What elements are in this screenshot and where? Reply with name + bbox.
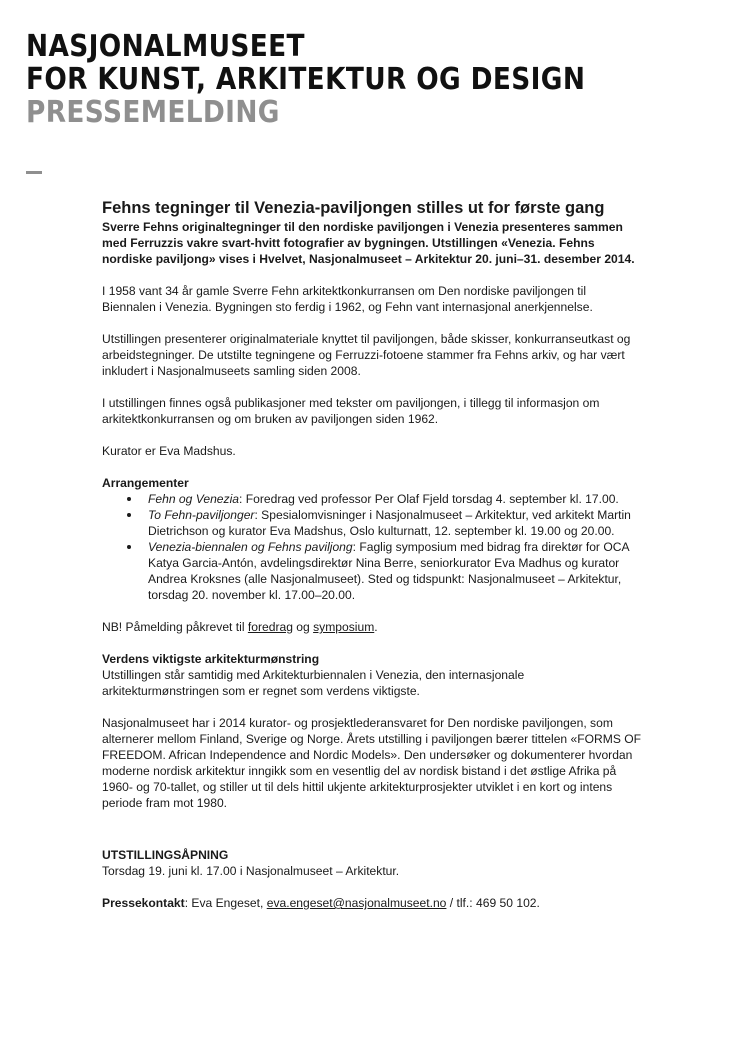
registration-mid: og [292,620,314,634]
paragraph-publications: I utstillingen finnes også publikasjoner med tekster om paviljongen, i tillegg til informasjon om arkitektkonkurransen og om bruken av paviljongen siden 1962. [102,396,600,426]
press-contact [102,895,642,911]
list-item [148,507,642,539]
registration-prefix: NB! Påmelding påkrevet til [102,620,248,634]
event-title: Fehn og Venezia [148,492,239,506]
museum-name: NASJONALMUSEET [26,29,305,64]
museum-subtitle: FOR KUNST, ARKITEKTUR OG DESIGN [26,62,586,97]
registration-suffix: . [374,620,378,634]
list-item [148,539,642,603]
press-contact-label: Pressekontakt [102,896,185,910]
press-release-label: PRESSEMELDING [26,95,280,130]
opening-text: Torsdag 19. juni kl. 17.00 i Nasjonalmuseet – Arkitektur. [102,864,400,878]
event-title: To Fehn-paviljonger [148,508,255,522]
header [26,30,662,129]
article-body [102,199,642,911]
paragraph-nordic-pavilion: Nasjonalmuseet har i 2014 kurator- og prosjektlederansvaret for Den nordiske paviljongen, som alternerer mellom Finland, Sverige og Norge. Årets utstilling i paviljongen bærer tittelen «FORMS OF FREEDOM. African Independence and Nordic Models». Den undersøker og dokumenterer hvordan moderne nordisk arkitektur inngikk som en vesentlig del av nordisk bistand i det østlige Afrika på 1960- og 70-tallet, og stiller ut til dels hittil ukjente arkitekturprosjekter utviklet i en kort og intens periode fram mot 1980. [102,716,642,810]
symposium-link[interactable]: symposium [313,620,375,634]
paragraph-exhibition: Utstillingen presenterer originalmateriale knyttet til paviljongen, både skisser, konkurranseutkast og arbeidstegninger. De utstilte tegningene og Ferruzzi-fotoene stammer fra Fehns arkiv, og har vært inkludert i Nasjonalmuseets samling siden 2008. [102,332,631,378]
registration-note [102,619,642,635]
article-title: Fehns tegninger til Venezia-paviljongen stilles ut for første gang [102,199,605,217]
biennale-text: Utstillingen står samtidig med Arkitekturbiennalen i Venezia, den internasjonale arkitekturmønstringen som er regnet som verdens viktigste. [102,668,525,698]
event-title: Venezia-biennalen og Fehns paviljong [148,540,353,554]
paragraph-curator: Kurator er Eva Madshus. [102,444,236,458]
press-contact-phone: / tlf.: 469 50 102. [446,896,540,910]
divider-dash [26,171,42,174]
event-text: : Spesialomvisninger i Nasjonalmuseet – Arkitektur, ved arkitekt Martin Dietrichson og kurator Eva Madshus, Oslo kulturnatt, 12. september kl. 19.00 og 20.00. [148,508,631,538]
article-lead: Sverre Fehns originaltegninger til den nordiske paviljongen i Venezia presenteres sammen med Ferruzzis vakre svart-hvitt fotografier av bygningen. Utstillingen «Venezia. Fehns nordiske paviljong» vises i Hvelvet, Nasjonalmuseet – Arkitektur 20. juni–31. desember 2014. [102,220,635,266]
opening-heading: UTSTILLINGSÅPNING [102,848,229,862]
lecture-link[interactable]: foredrag [247,620,293,634]
event-text: : Faglig symposium med bidrag fra direktør for OCA Katya Garcia-Antón, avdelingsdirektør Nina Berre, seniorkurator Eva Madhus og kurator Andrea Kroksnes (alle Nasjonalmuseet). Sted og tidspunkt: Nasjonalmuseet – Arkitektur, torsdag 20. november kl. 17.00–20.00. [148,540,629,602]
events-list [102,491,642,603]
events-heading: Arrangementer [102,476,189,490]
press-contact-email[interactable]: eva.engeset@nasjonalmuseet.no [266,896,447,910]
biennale-heading: Verdens viktigste arkitekturmønstring [102,652,320,666]
list-item [148,491,642,507]
event-text: : Foredrag ved professor Per Olaf Fjeld torsdag 4. september kl. 17.00. [239,492,619,506]
press-contact-name: : Eva Engeset, [184,896,267,910]
paragraph-history: I 1958 vant 34 år gamle Sverre Fehn arkitektkonkurransen om Den nordiske paviljongen til Biennalen i Venezia. Bygningen sto ferdig i 1962, og Fehn vant internasjonal anerkjennelse. [102,284,593,314]
